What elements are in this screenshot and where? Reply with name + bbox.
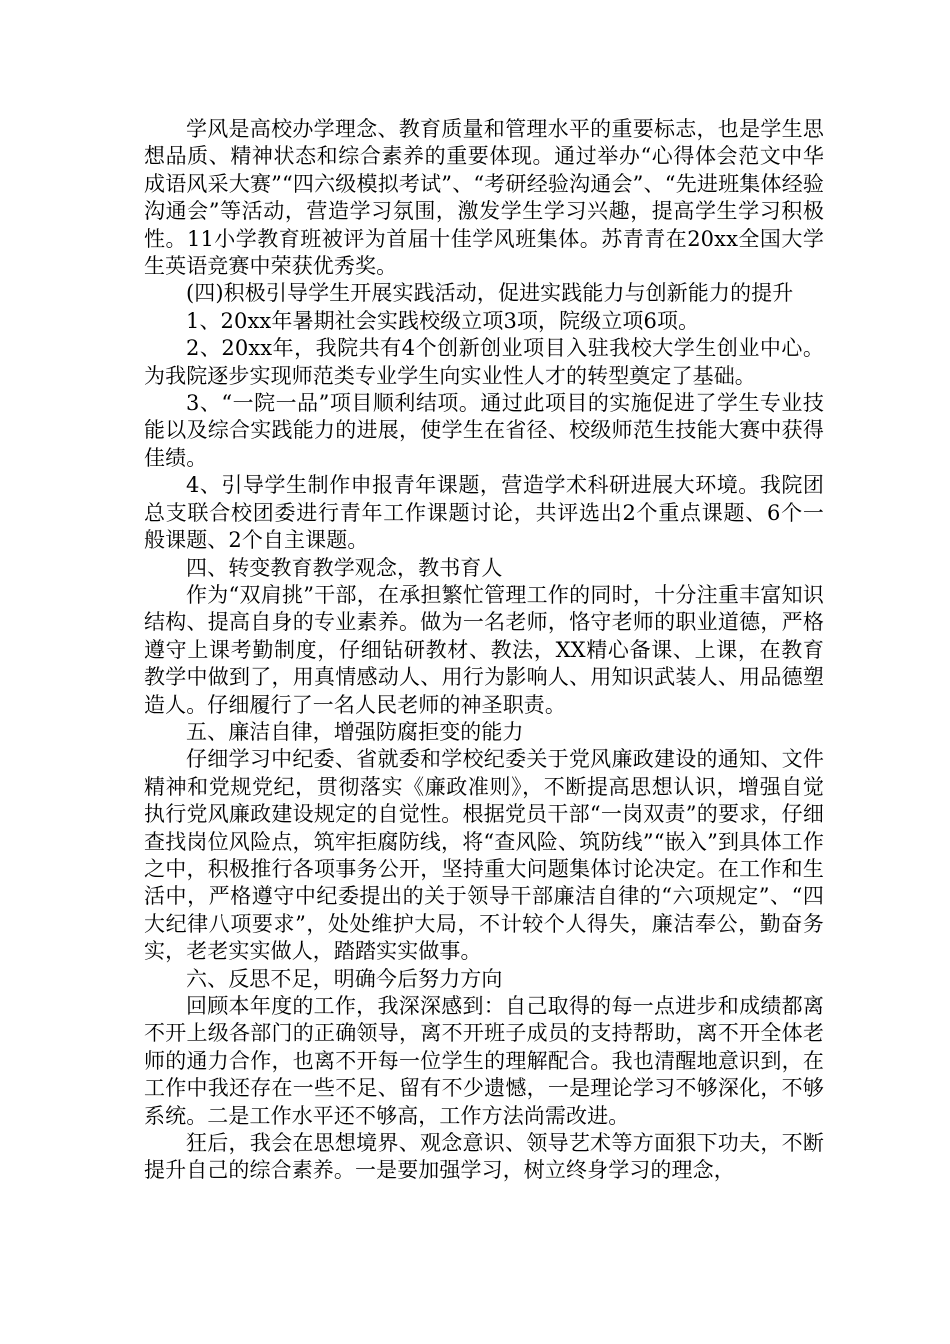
paragraph-future-plans: 狂后，我会在思想境界、观念意识、领导艺术等方面狠下功夫，不断提升自己的综合素养。一是要加强学习，树立终身学习的理念， bbox=[144, 1131, 824, 1183]
heading-teaching-concepts: 四、转变教育教学观念，教书育人 bbox=[186, 555, 503, 580]
document-body bbox=[144, 116, 824, 1185]
paragraph-study-style: 学风是高校办学理念、教育质量和管理水平的重要标志，也是学生思想品质、精神状态和综合素养的重要体现。通过举办“心得体会范文中华成语风采大赛”“四六级模拟考试”、“考研经验沟通会”、“先进班集体经验沟通会”等活动，营造学习氛围，激发学生学习兴趣，提高学生学习积极性。11小学教育班被评为首届十佳学风班集体。苏青青在20xx全国大学生英语竞赛中荣获优秀奖。 bbox=[144, 117, 824, 279]
paragraph-integrity: 仔细学习中纪委、省就委和学校纪委关于党风廉政建设的通知、文件精神和党规党纪，贯彻落实《廉政准则》，不断提高思想认识，增强自觉执行党风廉政建设规定的自觉性。根据党员干部“一岗双责”的要求，仔细查找岗位风险点，筑牢拒腐防线，将“查风险、筑防线”“嵌入”到具体工作之中，积极推行各项事务公开，坚持重大问题集体讨论决定。在工作和生活中，严格遵守中纪委提出的关于领导干部廉洁自律的“六项规定”、“四大纪律八项要求”，处处维护大局，不计较个人得失，廉洁奉公，勤奋务实，老老实实做人，踏踏实实做事。 bbox=[144, 747, 824, 964]
list-item-one-college-one-product: 3、“一院一品”项目顺利结项。通过此项目的实施促进了学生专业技能以及综合实践能力的进展，使学生在省径、校级师范生技能大赛中获得佳绩。 bbox=[144, 391, 824, 470]
list-item-social-practice: 1、20xx年暑期社会实践校级立项3项，院级立项6项。 bbox=[186, 308, 700, 333]
heading-integrity: 五、廉洁自律，增强防腐拒变的能力 bbox=[186, 719, 524, 744]
list-item-youth-research: 4、引导学生制作申报青年课题，营造学术科研进展大环境。我院团总支联合校团委进行青年工作课题讨论，共评选出2个重点课题、6个一般课题、2个自主课题。 bbox=[144, 473, 824, 553]
paragraph-reflection: 回顾本年度的工作，我深深感到：自己取得的每一点进步和成绩都离不开上级各部门的正确领导，离不开班子成员的支持帮助，离不开全体老师的通力合作，也离不开每一位学生的理解配合。我也清醒地意识到，在工作中我还存在一些不足、留有不少遗憾，一是理论学习不够深化，不够系统。二是工作水平还不够高，工作方法尚需改进。 bbox=[144, 994, 824, 1128]
heading-reflection: 六、反思不足，明确今后努力方向 bbox=[186, 966, 503, 991]
heading-practice-activities: (四)积极引导学生开展实践活动，促进实践能力与创新能力的提升 bbox=[186, 281, 794, 306]
list-item-innovation-projects: 2、20xx年，我院共有4个创新创业项目入驻我校大学生创业中心。为我院逐步实现师范类专业学生向实业性人才的转型奠定了基础。 bbox=[144, 336, 824, 388]
paragraph-teaching: 作为“双肩挑”干部，在承担繁忙管理工作的同时，十分注重丰富知识结构、提高自身的专业素养。做为一名老师，恪守老师的职业道德，严格遵守上课考勤制度，仔细钻研教材、教法，XX精心备课、上课，在教育教学中做到了，用真情感动人、用行为影响人、用知识武装人、用品德塑造人。仔细履行了一名人民老师的神圣职责。 bbox=[144, 582, 824, 717]
